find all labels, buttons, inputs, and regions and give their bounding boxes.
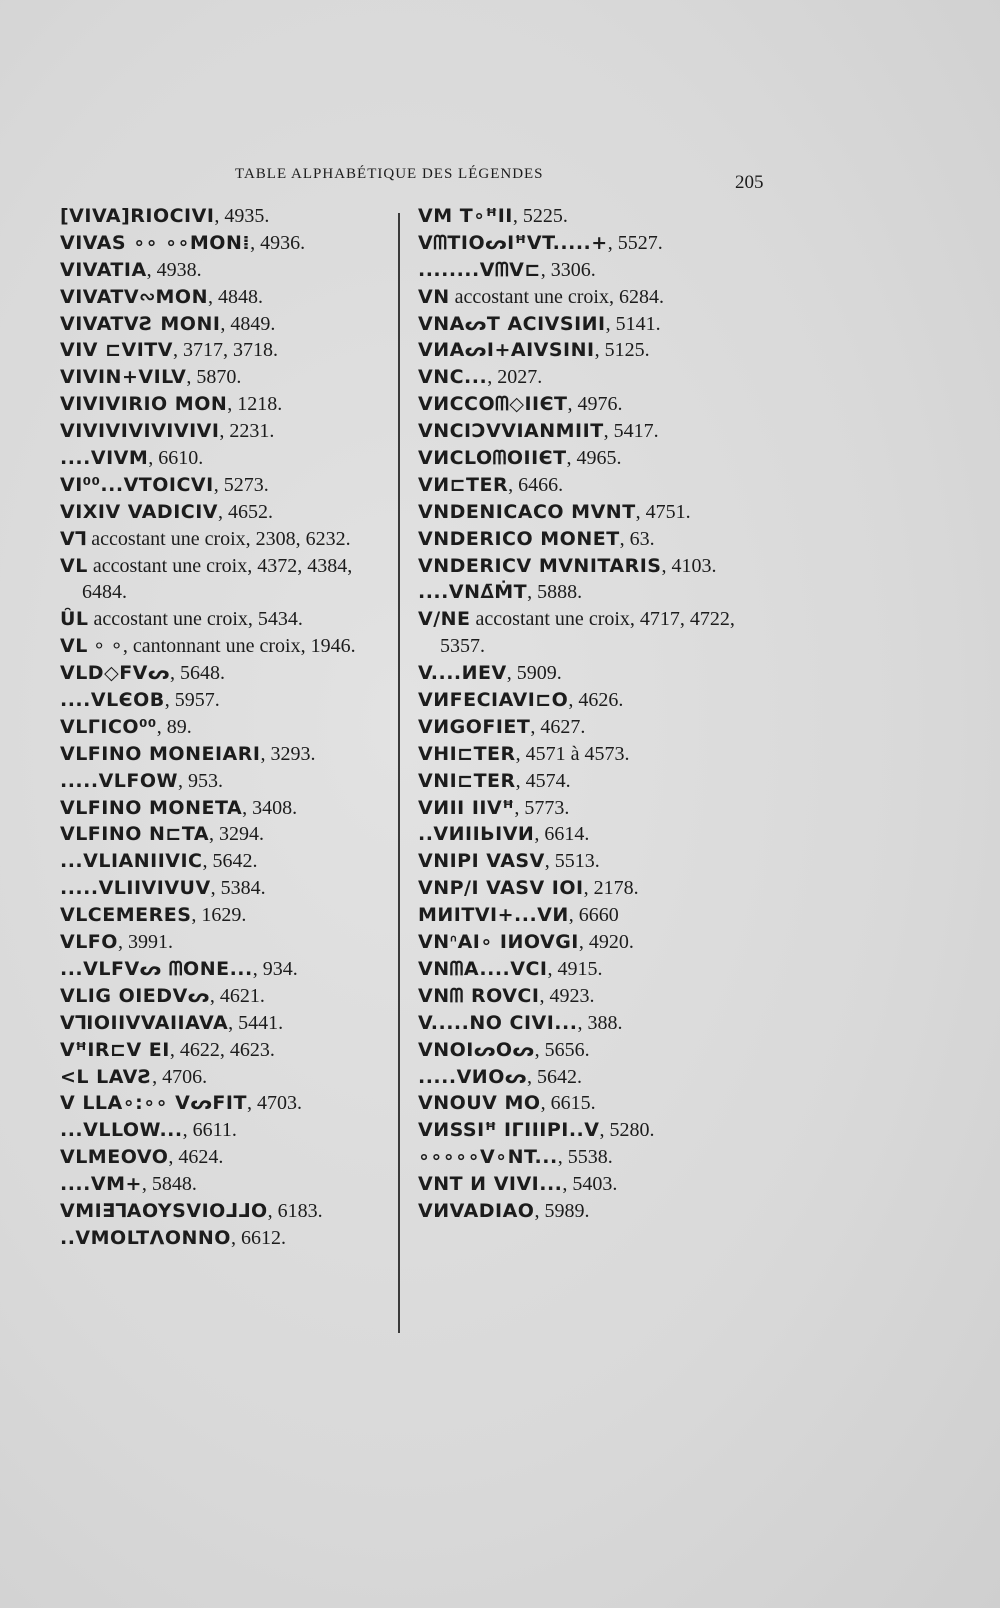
entry-legend: VᗰTIOᔕIꟸVT.....+ <box>418 231 608 254</box>
index-entry <box>418 929 778 956</box>
index-entry <box>60 714 400 741</box>
index-entry <box>418 687 778 714</box>
entry-legend: .....VLIIVIVUV <box>60 877 211 900</box>
entry-reference: , 5141. <box>605 312 661 335</box>
index-entry <box>60 768 400 795</box>
left-column <box>60 203 400 1252</box>
entry-reference: , 6610. <box>148 447 204 470</box>
index-entry <box>60 579 400 606</box>
index-entry <box>418 1090 778 1117</box>
entry-legend: VИSSIꟸ IΓIIIPI..V <box>418 1119 600 1142</box>
entry-legend: VN <box>418 285 450 308</box>
entry-legend: VꟸIR⊏V EI <box>60 1038 170 1061</box>
index-entry <box>418 902 778 929</box>
index-entry <box>418 1171 778 1198</box>
entry-legend: ...VLIANIIVIC <box>60 850 203 873</box>
entry-legend: ........VᗰV⊏ <box>418 258 541 281</box>
entry-legend: VI⁰⁰...VTOICVI <box>60 473 214 496</box>
entry-reference: , 6183. <box>267 1199 323 1222</box>
index-entry <box>60 553 400 580</box>
entry-legend: VLMEOVO <box>60 1146 169 1169</box>
entry-reference: , 4923. <box>539 984 595 1007</box>
entry-reference: , 4621. <box>209 984 265 1007</box>
entry-legend: VNP/I VASV IOI <box>418 877 584 900</box>
index-entry <box>60 337 400 364</box>
index-entry <box>418 821 778 848</box>
entry-legend: ....VN∆̄ṀT <box>418 581 528 604</box>
index-entry <box>60 1225 400 1252</box>
entry-legend: VLFINO N⊏TA <box>60 823 210 846</box>
entry-reference: , 3717, 3718. <box>172 339 278 362</box>
entry-reference: , 5989. <box>534 1199 590 1222</box>
entry-legend: VIVATV∾MON <box>60 285 208 308</box>
entry-reference: , 4706. <box>152 1065 208 1088</box>
entry-legend: VLΓICO⁰⁰ <box>60 715 157 738</box>
entry-legend: VИCLOᗰOIIЄT <box>418 447 567 470</box>
entry-reference: , 4703. <box>246 1092 302 1115</box>
entry-legend: V....ИEV <box>418 662 507 685</box>
index-entry <box>60 848 400 875</box>
entry-legend: VIVIVIVIVIVIVI <box>60 420 220 443</box>
entry-reference: , 3293. <box>260 742 316 765</box>
entry-legend: VMI∃⅂AOYSVIO⅃⅃O <box>60 1199 268 1222</box>
entry-reference: , 4574. <box>515 769 571 792</box>
index-entry <box>418 499 778 526</box>
entry-reference: , 5642. <box>202 850 258 873</box>
index-entry <box>60 1010 400 1037</box>
index-entry <box>418 284 778 311</box>
entry-reference: , 63. <box>619 527 655 550</box>
entry-reference: , 4938. <box>146 258 202 281</box>
entry-legend: VИCCOᗰ◇IIЄT <box>418 393 568 416</box>
entry-legend: VNDENICACO MVNT <box>418 500 636 523</box>
index-entry <box>60 1037 400 1064</box>
index-entry <box>418 1117 778 1144</box>
entry-legend: VLFINO MONEIARI <box>60 742 261 765</box>
entry-legend: VIVIVIRIO MON <box>60 393 228 416</box>
index-entry <box>418 956 778 983</box>
entry-legend: VNCIƆVVIANMIIT <box>418 420 604 443</box>
running-header: TABLE ALPHABÉTIQUE DES LÉGENDES <box>235 166 544 182</box>
index-entry <box>418 660 778 687</box>
entry-reference: ∘ ∘, cantonnant une croix, 1946. <box>87 635 356 658</box>
entry-reference: , 5273. <box>213 473 269 496</box>
index-entry <box>418 1144 778 1171</box>
entry-legend: VLIG OIEDVᔕ <box>60 984 210 1007</box>
entry-reference: , 4624. <box>168 1146 224 1169</box>
index-entry <box>418 257 778 284</box>
entry-reference: , 934. <box>252 957 298 980</box>
entry-reference: , 3408. <box>242 796 298 819</box>
index-entry <box>60 391 400 418</box>
index-entry <box>60 1064 400 1091</box>
entry-reference: , 3991. <box>117 931 173 954</box>
index-entry <box>418 418 778 445</box>
page-number: 205 <box>735 172 764 193</box>
entry-reference: , 5513. <box>544 850 600 873</box>
entry-reference: , 4571 à 4573. <box>515 742 630 765</box>
index-entry <box>418 1037 778 1064</box>
index-entry <box>60 875 400 902</box>
index-entry <box>418 445 778 472</box>
index-entry <box>418 472 778 499</box>
entry-reference: , 5280. <box>599 1119 655 1142</box>
index-entry <box>418 1010 778 1037</box>
entry-legend: VИ⊏TER <box>418 473 509 496</box>
entry-legend: VИAᔕI+AIVSINI <box>418 339 595 362</box>
entry-legend: VIXIV VADICIV <box>60 500 218 523</box>
index-entry <box>418 768 778 795</box>
entry-legend: VNDERICV MVNITARIS <box>418 554 662 577</box>
index-entry <box>418 526 778 553</box>
entry-legend: VM T∘ꟸII <box>418 205 513 227</box>
entry-reference: , 4936. <box>250 231 306 254</box>
entry-reference: , 2231. <box>219 420 275 443</box>
index-entry <box>60 418 400 445</box>
entry-legend: VIVIN+VILV <box>60 366 187 389</box>
entry-reference: 6484. <box>82 581 127 604</box>
entry-reference: , 5538. <box>557 1146 613 1169</box>
index-entry <box>60 821 400 848</box>
entry-legend: V⅂ <box>60 527 87 550</box>
entry-legend: VNI⊏TER <box>418 769 516 792</box>
entry-reference: 5357. <box>440 635 485 658</box>
entry-legend: VLFO <box>60 931 118 954</box>
entry-reference: , 5225. <box>512 205 568 227</box>
entry-legend: V LLA∘:∘∘ VᔕFIT <box>60 1092 247 1115</box>
entry-reference: , 4652. <box>218 500 273 523</box>
right-column <box>418 203 778 1225</box>
index-entry <box>60 364 400 391</box>
entry-legend: VИFECIAVI⊏O <box>418 689 569 712</box>
index-entry <box>60 1171 400 1198</box>
entry-reference: , 4976. <box>567 393 623 416</box>
index-entry <box>418 553 778 580</box>
index-entry <box>418 1198 778 1225</box>
entry-reference: , 4965. <box>566 447 622 470</box>
entry-reference: , 5417. <box>603 420 659 443</box>
index-entry <box>60 929 400 956</box>
entry-reference: , 5909. <box>506 662 562 685</box>
entry-reference: , 5848. <box>141 1173 197 1196</box>
entry-reference: , 2027. <box>487 366 543 389</box>
entry-reference: , 6466. <box>508 473 564 496</box>
entry-legend: VL <box>60 635 88 658</box>
entry-reference: , 4848. <box>207 285 263 308</box>
index-entry <box>60 795 400 822</box>
index-entry <box>418 364 778 391</box>
entry-reference: , 4622, 4623. <box>169 1038 275 1061</box>
entry-reference: , 1629. <box>191 904 247 927</box>
entry-reference: accostant une croix, 5434. <box>88 608 303 631</box>
entry-reference: , 388. <box>577 1011 623 1034</box>
index-entry <box>60 472 400 499</box>
index-entry <box>418 203 778 230</box>
entry-reference: accostant une croix, 2308, 6232. <box>86 527 351 550</box>
entry-legend: VNAᔕT ACIVSIИI <box>418 312 606 335</box>
entry-legend: VIVAS ∘∘ ∘∘MON⁞ <box>60 231 251 254</box>
index-entry <box>418 983 778 1010</box>
index-entry <box>418 1064 778 1091</box>
entry-legend: VNᗰA....VCI <box>418 957 548 980</box>
index-entry <box>418 606 778 633</box>
entry-reference: accostant une croix, 6284. <box>449 285 664 308</box>
entry-reference: , 89. <box>156 715 192 738</box>
index-entry <box>418 848 778 875</box>
entry-reference: , 6614. <box>534 823 590 846</box>
entry-legend: VIV ⊏VITV <box>60 339 173 362</box>
entry-legend: ȖL <box>60 608 89 631</box>
index-entry <box>60 499 400 526</box>
entry-reference: , 5125. <box>594 339 650 362</box>
entry-legend: VИVADIAO <box>418 1199 535 1222</box>
entry-reference: , 6615. <box>540 1092 596 1115</box>
index-entry <box>418 311 778 338</box>
entry-reference: , 4935. <box>214 205 270 227</box>
index-entry <box>60 445 400 472</box>
entry-reference: , 6660 <box>568 904 619 927</box>
index-entry <box>418 579 778 606</box>
column-divider <box>398 213 400 1333</box>
index-entry <box>418 875 778 902</box>
entry-reference: , 1218. <box>227 393 283 416</box>
entry-reference: , 6611. <box>182 1119 237 1142</box>
index-entry <box>60 633 400 660</box>
entry-legend: VNᗰ ROVCI <box>418 984 540 1007</box>
index-entry <box>60 1144 400 1171</box>
entry-reference: , 4920. <box>578 931 634 954</box>
index-entry <box>418 230 778 257</box>
entry-legend: VNC... <box>418 366 488 389</box>
entry-legend: VLD◇FVᔕ <box>60 662 170 685</box>
index-entry <box>60 1090 400 1117</box>
entry-legend: ..VИIIЬIVИ <box>418 823 535 846</box>
entry-legend: VИII IIVꟸ <box>418 796 515 819</box>
entry-reference: , 5441. <box>228 1011 284 1034</box>
entry-reference: , 5773. <box>514 796 570 819</box>
entry-legend: ....VLЄOB <box>60 689 165 712</box>
entry-reference: , 4849. <box>220 312 276 335</box>
entry-legend: VNIPI VASV <box>418 850 545 873</box>
entry-reference: , 5403. <box>562 1173 618 1196</box>
index-entry <box>418 633 778 660</box>
entry-legend: .....VИOᔕ <box>418 1065 527 1088</box>
entry-reference: , 5888. <box>527 581 583 604</box>
entry-legend: VIVATVƧ MONI <box>60 312 221 335</box>
index-entry <box>60 203 400 230</box>
index-entry <box>60 1198 400 1225</box>
entry-legend: <L LAVƧ <box>60 1065 153 1088</box>
index-entry <box>60 257 400 284</box>
entry-legend: ...VLLOW... <box>60 1119 183 1142</box>
entry-legend: VNᐢAI∘ IИOVGI <box>418 931 579 954</box>
entry-reference: , 4626. <box>568 689 624 712</box>
entry-legend: VLFINO MONETA <box>60 796 243 819</box>
entry-reference: , 5384. <box>210 877 266 900</box>
index-entry <box>60 284 400 311</box>
entry-legend: VLCEMERES <box>60 904 192 927</box>
entry-reference: , 4915. <box>547 957 603 980</box>
entry-legend: VNT И VIVI... <box>418 1173 563 1196</box>
entry-legend: VIVATIA <box>60 258 147 281</box>
entry-legend: MИITVI+...VИ <box>418 904 569 927</box>
entry-legend: VИGOFIET <box>418 715 531 738</box>
index-entry <box>60 687 400 714</box>
entry-reference: , 4103. <box>661 554 717 577</box>
entry-reference: , 2178. <box>583 877 639 900</box>
entry-reference: , 3306. <box>540 258 596 281</box>
index-entry <box>418 714 778 741</box>
index-entry <box>60 741 400 768</box>
entry-reference: , 5648. <box>169 662 225 685</box>
entry-legend: V/NE <box>418 608 471 631</box>
entry-reference: , 5870. <box>186 366 242 389</box>
entry-legend: VNOIᔕOᔕ <box>418 1038 535 1061</box>
entry-reference: , 953. <box>178 769 223 792</box>
entry-legend: V⅂IOIIVVAIIAVA <box>60 1011 229 1034</box>
entry-reference: , 5527. <box>607 231 663 254</box>
index-entry <box>418 795 778 822</box>
index-entry <box>418 337 778 364</box>
index-entry <box>60 902 400 929</box>
entry-reference: , 4751. <box>635 500 691 523</box>
index-entry <box>60 660 400 687</box>
index-entry <box>60 311 400 338</box>
entry-reference: , 4627. <box>530 715 586 738</box>
entry-reference: accostant une croix, 4717, 4722, <box>470 608 735 631</box>
index-entry <box>60 606 400 633</box>
entry-reference: accostant une croix, 4372, 4384, <box>87 554 353 577</box>
index-entry <box>60 983 400 1010</box>
entry-legend: VNOUV MO <box>418 1092 541 1115</box>
entry-legend: VNDERICO MONET <box>418 527 620 550</box>
entry-legend: ...VLFVᔕ ᗰONE... <box>60 957 253 980</box>
index-entry <box>60 1117 400 1144</box>
entry-legend: VL <box>60 554 88 577</box>
entry-legend: ∘∘∘∘∘V∘NT... <box>418 1146 558 1169</box>
index-entry <box>60 526 400 553</box>
index-entry <box>418 391 778 418</box>
entry-legend: ..VMOLTΛONNO <box>60 1226 231 1249</box>
entry-legend: ....VM+ <box>60 1173 142 1196</box>
entry-reference: , 5642. <box>526 1065 582 1088</box>
entry-reference: , 6612. <box>230 1226 286 1249</box>
entry-legend: ....VIVM <box>60 447 149 470</box>
entry-legend: VHI⊏TER <box>418 742 516 765</box>
index-entry <box>60 956 400 983</box>
entry-legend: [VIVA]RIOCIVI <box>60 205 215 227</box>
entry-legend: .....VLFOW <box>60 769 178 792</box>
entry-reference: , 3294. <box>209 823 265 846</box>
entry-legend: V.....NO CIVI... <box>418 1011 578 1034</box>
index-entry <box>60 230 400 257</box>
index-entry <box>418 741 778 768</box>
entry-reference: , 5656. <box>534 1038 590 1061</box>
entry-reference: , 5957. <box>164 689 220 712</box>
